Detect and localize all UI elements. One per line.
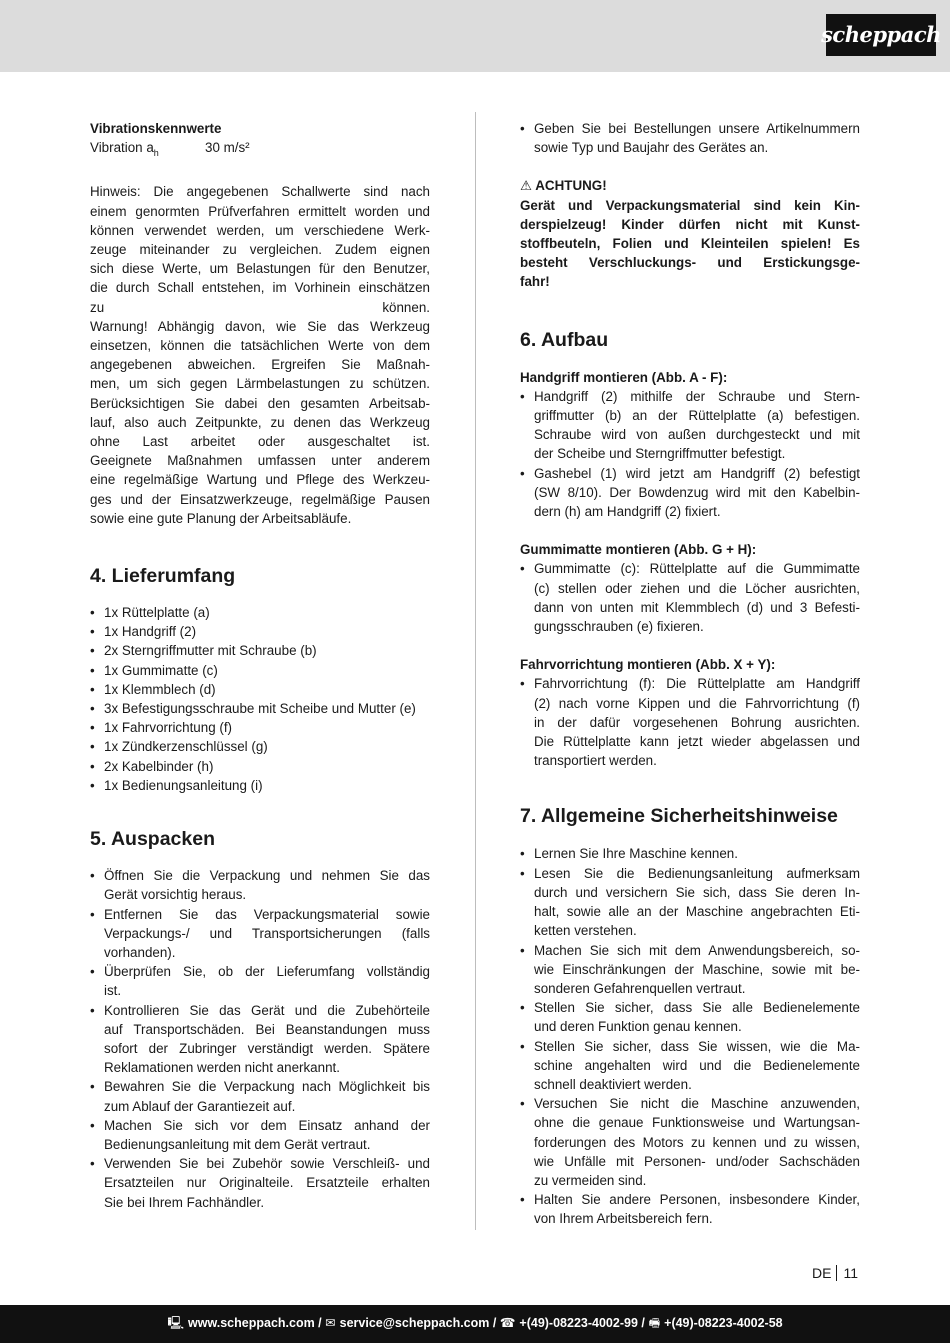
footer-mail[interactable]: service@scheppach.com / <box>339 1316 497 1331</box>
note-line: zeuge miteinander zu vergleichen. Zudem eignen <box>90 242 430 258</box>
list-item <box>90 603 430 622</box>
mat-list <box>520 559 860 636</box>
list-item <box>520 387 860 464</box>
transport-list <box>520 674 860 770</box>
warning-title: ACHTUNG! <box>535 178 607 194</box>
note-line: sich diese Werte, um Belastungen für den Benutzer, <box>90 261 430 277</box>
list-item-line: • 1x Fahrvorrichtung (f) <box>104 720 232 736</box>
footer-bar <box>0 1305 950 1343</box>
list-item-line: Bedienungsanleitung mit dem Gerät vertraut. <box>104 1136 371 1152</box>
list-item-line: von Ihrem Arbeitsbereich fern. <box>534 1211 713 1227</box>
list-item-line: halt, sowie alle an der Maschine angebrachten Eti- <box>534 904 860 920</box>
list-item-line: auf Transportschäden. Bei Beanstandungen muss <box>104 1021 430 1037</box>
list-item-line: Schraube wird von außen durchgesteckt und mit <box>534 427 860 443</box>
note-line: Berücksichtigen Sie dabei den gesamten Arbeitsab- <box>90 395 430 411</box>
transport-title: Fahrvorrichtung montieren (Abb. X + Y): <box>520 657 776 673</box>
list-item-line: • 1x Klemmblech (d) <box>104 681 216 697</box>
footer-phone: +(49)-08223-4002-99 / <box>519 1316 645 1331</box>
list-item <box>90 1154 430 1212</box>
list-item-line: ist. <box>104 983 122 999</box>
fax-icon: 🖷 <box>648 1316 661 1331</box>
list-item <box>520 119 860 157</box>
page-number <box>812 1264 858 1283</box>
note-line: Warnung! Abhängig davon, wie Sie das Werkzeug <box>90 318 430 334</box>
computer-icon: 🖳 <box>167 1316 185 1331</box>
note-line: Hinweis: Die angegebenen Schallwerte sind nach <box>90 184 430 200</box>
list-item-line: • Versuchen Sie nicht die Maschine anzuwenden, <box>534 1096 860 1112</box>
list-item <box>90 962 430 1000</box>
list-item-line: • Geben Sie bei Bestellungen unsere Artikelnummern <box>534 121 860 136</box>
list-item-line: griffmutter (b) an der Rüttelplatte (a) befestigen. <box>534 408 860 424</box>
warning-line: derspielzeug! Kinder dürfen nicht mit Kunst- <box>520 216 860 232</box>
list-item-line: transportiert werden. <box>534 753 657 769</box>
warning-text <box>520 196 860 292</box>
vibration-subscript: h <box>153 148 159 159</box>
list-item-line: Gerät vorsichtig heraus. <box>104 887 247 903</box>
left-column <box>90 119 430 1212</box>
list-item-line: • 3x Befestigungsschraube mit Scheibe und Mutter (e) <box>104 701 416 717</box>
list-item-line: ketten verstehen. <box>534 923 637 939</box>
list-item-line: • 2x Kabelbinder (h) <box>104 758 214 774</box>
page-lang: DE <box>812 1265 832 1281</box>
list-item-line: (c) stellen oder ziehen und die Löcher ausrichten, <box>534 580 860 596</box>
list-item <box>520 844 860 863</box>
list-item-line: • Entfernen Sie das Verpackungsmaterial sowie <box>104 906 430 922</box>
list-item <box>520 998 860 1036</box>
list-item-line: zum Ablauf der Garantiezeit auf. <box>104 1098 296 1114</box>
list-item-line: • Stellen Sie sicher, dass Sie wissen, wie die Ma- <box>534 1038 860 1054</box>
list-item-line: Die Rüttelplatte kann jetzt wieder abgelassen und <box>534 734 860 750</box>
list-item-line: (2) nach vorne Kippen und die Fahrvorrichtung (f) <box>534 695 860 711</box>
brand-logo: scheppach <box>826 14 936 56</box>
list-item-line: • Gummimatte (c): Rüttelplatte auf die Gummimatte <box>534 561 860 577</box>
list-item <box>90 737 430 756</box>
list-item-line: zu vermeiden sind. <box>534 1172 647 1188</box>
list-item-line: Sie bei Ihrem Fachhändler. <box>104 1194 265 1210</box>
handle-title: Handgriff montieren (Abb. A - F): <box>520 369 728 385</box>
list-item-line: dann von unten mit Klemmblech (d) und 3 Befesti- <box>534 599 860 615</box>
list-item <box>520 674 860 770</box>
phone-icon: ☎ <box>499 1316 516 1331</box>
warning-heading <box>520 176 860 195</box>
list-item-line: • Gashebel (1) wird jetzt am Handgriff (2) befestigt <box>534 465 860 481</box>
list-item-line: • Machen Sie sich mit dem Anwendungsbereich, so- <box>534 942 860 958</box>
list-item-line: • Bewahren Sie die Verpackung nach Möglichkeit bis <box>104 1079 430 1095</box>
list-item-line: dern (h) am Handgriff (2) fixiert. <box>534 504 721 520</box>
page-number-value: 11 <box>843 1265 858 1281</box>
note-line: die durch Schall entstehen, im Vorhinein einschätzen <box>90 280 430 296</box>
list-item-line: • Überprüfen Sie, ob der Lieferumfang vollständig <box>104 964 430 980</box>
section-6-heading: 6. Aufbau <box>520 328 609 351</box>
list-item <box>90 866 430 904</box>
list-item-line: • 1x Bedienungsanleitung (i) <box>104 777 263 793</box>
list-item-line: • 1x Rüttelplatte (a) <box>104 605 210 621</box>
list-item <box>90 1116 430 1154</box>
list-item-line: sowie Typ und Baujahr des Gerätes an. <box>534 140 769 156</box>
vibration-label <box>90 138 205 163</box>
order-info-list <box>520 119 860 157</box>
list-item-line: • 1x Handgriff (2) <box>104 624 197 640</box>
warning-triangle-icon: ⚠ <box>520 178 533 194</box>
list-item-line: • Lernen Sie Ihre Maschine kennen. <box>534 846 738 862</box>
note-line: Geeignete Maßnahmen umfassen unter anderem <box>90 453 430 469</box>
list-item <box>90 1077 430 1115</box>
vibration-row <box>90 138 430 163</box>
note-line: ohne Last arbeitet oder ausgeschaltet ist. <box>90 434 430 450</box>
list-item <box>90 641 430 660</box>
list-item-line: durch und versichern Sie sich, dass Sie deren In- <box>534 884 860 900</box>
note-line: men, um sich gegen Lärmbelastungen zu schützen. <box>90 376 430 392</box>
list-item-line: ohne die genaue Funktionsweise und Wartungsan- <box>534 1115 860 1131</box>
list-item <box>90 699 430 718</box>
noise-note <box>90 182 430 528</box>
list-item-line: • Kontrollieren Sie das Gerät und die Zubehörteile <box>104 1002 430 1018</box>
list-item <box>520 1190 860 1228</box>
footer-fax: +(49)-08223-4002-58 <box>664 1316 783 1331</box>
list-item <box>90 1001 430 1078</box>
list-item <box>90 718 430 737</box>
list-item-line: • Halten Sie andere Personen, insbesondere Kinder, <box>534 1192 860 1208</box>
list-item-line: • 2x Sterngriffmutter mit Schraube (b) <box>104 643 317 659</box>
section-7-heading: 7. Allgemeine Sicherheitshinweise <box>520 805 838 828</box>
note-line: lauf, also auch Zeitpunkte, zu denen das Werkzeug <box>90 414 430 430</box>
section-4-heading: 4. Lieferumfang <box>90 565 236 588</box>
list-item-line: sonderen Gefahrenquellen vertraut. <box>534 980 746 996</box>
list-item <box>520 464 860 522</box>
column-divider <box>475 112 476 1230</box>
note-line: angegebenen abweichen. Ergreifen Sie Maßnah- <box>90 357 430 373</box>
list-item-line: • Machen Sie sich vor dem Einsatz anhand der <box>104 1117 430 1133</box>
list-item-line: • Handgriff (2) mithilfe der Schraube und Stern- <box>534 388 860 404</box>
list-item-line: und deren Funktion genau kennen. <box>534 1019 742 1035</box>
list-item-line: • Stellen Sie sicher, dass Sie alle Bedienelemente <box>534 1000 860 1016</box>
list-item <box>90 622 430 641</box>
note-line: einem genormten Prüfverfahren ermittelt worden und <box>90 203 430 219</box>
list-item <box>90 680 430 699</box>
note-line: einsetzen, können die tatsächlichen Werte von dem <box>90 338 430 354</box>
vibration-label-text: Vibration a <box>90 140 154 156</box>
list-item-line: schine angehalten wird und die Bedienelemente <box>534 1057 860 1073</box>
vibration-title: Vibrationskennwerte <box>90 121 222 136</box>
list-item-line: schnell deaktiviert werden. <box>534 1076 692 1092</box>
unpack-list <box>90 866 430 1212</box>
footer-web[interactable]: www.scheppach.com / <box>188 1316 322 1331</box>
list-item <box>520 864 860 941</box>
warning-line: besteht Verschluckungs- und Erstickungsge- <box>520 255 860 271</box>
warning-line: Gerät und Verpackungsmaterial sind kein Kin- <box>520 197 860 213</box>
list-item <box>520 1037 860 1095</box>
list-item <box>520 941 860 999</box>
safety-list <box>520 844 860 1228</box>
section-5-heading: 5. Auspacken <box>90 828 215 851</box>
list-item-line: • Verwenden Sie bei Zubehör sowie Verschleiß- und <box>104 1156 430 1172</box>
list-item-line: • 1x Zündkerzenschlüssel (g) <box>104 739 268 755</box>
list-item <box>90 757 430 776</box>
note-line: sowie eine gute Planung der Arbeitsabläufe. <box>90 510 352 526</box>
note-line: eine regelmäßige Wartung und Pflege des Werkzeu- <box>90 472 430 488</box>
list-item-line: Verpackungs-/ und Transportsicherungen (falls <box>104 925 430 941</box>
handle-list <box>520 387 860 521</box>
note-line: zu können. <box>90 299 430 315</box>
note-line: können verwendet werden, um verschiedene Werk- <box>90 222 430 238</box>
list-item-line: forderungen des Motors zu kennen und zu wissen, <box>534 1134 860 1150</box>
list-item <box>90 661 430 680</box>
list-item-line: • 1x Gummimatte (c) <box>104 662 218 678</box>
list-item <box>520 1094 860 1190</box>
warning-line: stoffbeuteln, Folien und Kleinteilen spielen! Es <box>520 236 860 252</box>
list-item-line: • Lesen Sie die Bedienungsanleitung aufmerksam <box>534 865 860 881</box>
list-item-line: in der dafür vorgesehenen Bohrung ausrichten. <box>534 714 860 730</box>
list-item-line: gungsschrauben (e) fixieren. <box>534 619 704 635</box>
vibration-value: 30 m/s² <box>205 140 250 156</box>
right-column <box>520 119 860 1229</box>
mail-icon: ✉ <box>325 1316 336 1331</box>
list-item-line: • Öffnen Sie die Verpackung und nehmen Sie das <box>104 868 430 884</box>
header-bar <box>0 0 950 72</box>
note-line: ges und der Einsatzwerkzeuge, regelmäßige Pausen <box>90 491 430 507</box>
list-item-line: • Fahrvorrichtung (f): Die Rüttelplatte am Handgriff <box>534 676 860 692</box>
list-item-line: Reklamationen werden nicht anerkannt. <box>104 1060 340 1076</box>
list-item-line: wie Unfälle mit Personen- und/oder Sachschäden <box>534 1153 860 1169</box>
list-item-line: wie Einschränkungen der Maschine, sowie mit be- <box>534 961 860 977</box>
list-item <box>90 776 430 795</box>
mat-title: Gummimatte montieren (Abb. G + H): <box>520 542 757 558</box>
list-item-line: der Scheibe und Sterngriffmutter befestigt. <box>534 446 786 462</box>
list-item-line: (SW 8/10). Der Bowdenzug wird mit den Kabelbin- <box>534 484 860 500</box>
list-item-line: Ersatzteilen nur Originalteile. Ersatzteile erhalten <box>104 1175 430 1191</box>
list-item-line: sofort der Zubringer verständigt werden. Spätere <box>104 1040 430 1056</box>
list-item-line: vorhanden). <box>104 944 176 960</box>
warning-line: fahr! <box>520 274 550 290</box>
list-item <box>90 905 430 963</box>
delivery-list <box>90 603 430 795</box>
list-item <box>520 559 860 636</box>
